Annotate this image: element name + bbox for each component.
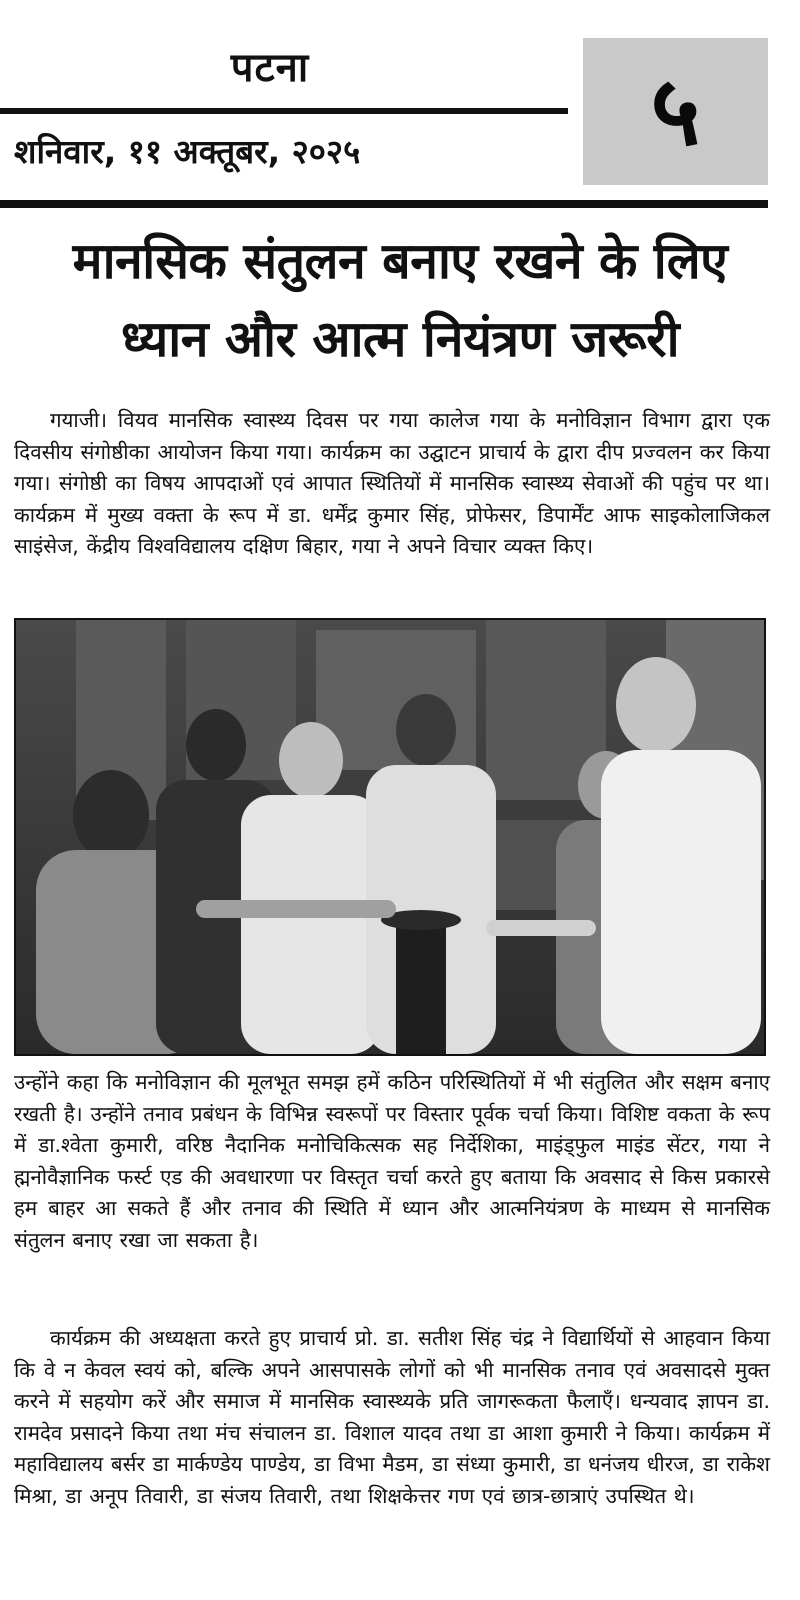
article-paragraph-3: कार्यक्रम की अध्यक्षता करते हुए प्राचार्य प्रो. डा. सतीश सिंह चंद्र ने विद्यार्थियों से आहवान किया कि वे न केवल स्वयं को, बल्कि अपने आसपासके लोगों को भी मानसिक तनाव एवं अवसादसे मुक्त करने में सहयोग करें और समाज में मानसिक स्वास्थ्यके प्रति जागरूकता फैलाएँ। धन्यवाद ज्ञापन डा. रामदेव प्रसादने किया तथा मंच संचालन डा. विशाल यादव तथा डा आशा कुमारी ने किया। कार्यक्रम में महाविद्यालय बर्सर डा मार्कण्डेय पाण्डेय, डा विभा मैडम, डा संध्या कुमारी, डा धनंजय धीरज, डा राकेश मिश्रा, डा अनूप तिवारी, डा संजय तिवारी, तथा शिक्षकेत्तर गण एवं छात्र-छात्राएं उपस्थित थे।	[14, 1326, 770, 1508]
headline-line-1: मानसिक संतुलन बनाए रखने के लिए	[72, 232, 728, 290]
issue-date: शनिवार, ११ अक्तूबर, २०२५	[14, 132, 361, 171]
masthead-bottom-rule	[0, 200, 768, 208]
city-name: पटना	[230, 45, 310, 91]
article-headline	[0, 222, 800, 378]
article-paragraph-1: गयाजी। वियव मानसिक स्वास्थ्य दिवस पर गया कालेज गया के मनोविज्ञान विभाग द्वारा एक दिवसीय संगोष्ठीका आयोजन किया गया। कार्यक्रम का उद्घाटन प्राचार्य के द्वारा दीप प्रज्वलन कर किया गया। संगोष्ठी का विषय आपदाओं एवं आपात स्थितियों में मानसिक स्वास्थ्य सेवाओं की पहुंच पर था। कार्यक्रम में मुख्य वक्ता के रूप में डा. धर्मेंद्र कुमार सिंह, प्रोफेसर, डिपार्मेंट आफ साइकोलाजिकल साइंसेज, केंद्रीय विश्वविद्यालय दक्षिण बिहार, गया ने अपने विचार व्यक्त किए।	[14, 408, 770, 558]
article-paragraph-2: उन्होंने कहा कि मनोविज्ञान की मूलभूत समझ हमें कठिन परिस्थितियों में भी संतुलित और सक्षम बनाए रखती है। उन्होंने तनाव प्रबंधन के विभिन्न स्वरूपों पर विस्तार पूर्वक चर्चा किया। विशिष्ट वकता के रूप में डा.श्वेता कुमारी, वरिष्ठ नैदानिक मनोचिकित्सक सह निर्देशिका, माइंड्फुल माइंड सेंटर, गया ने ह्मनोवैज्ञानिक फर्स्ट एड की अवधारणा पर विस्तृत चर्चा करते हुए बताया कि अवसाद से किस प्रकारसे हम बाहर आ सकते हैं और तनाव की स्थिति में ध्यान और आत्मनियंत्रण के माध्यम से मानसिक संतुलन बनाए रखा जा सकता है।	[14, 1070, 770, 1252]
page-number: ५	[583, 38, 768, 185]
masthead	[0, 0, 800, 215]
event-photo	[14, 618, 766, 1056]
masthead-rule	[0, 108, 568, 114]
headline-line-2: ध्यान और आत्म नियंत्रण जरूरी	[120, 310, 680, 368]
